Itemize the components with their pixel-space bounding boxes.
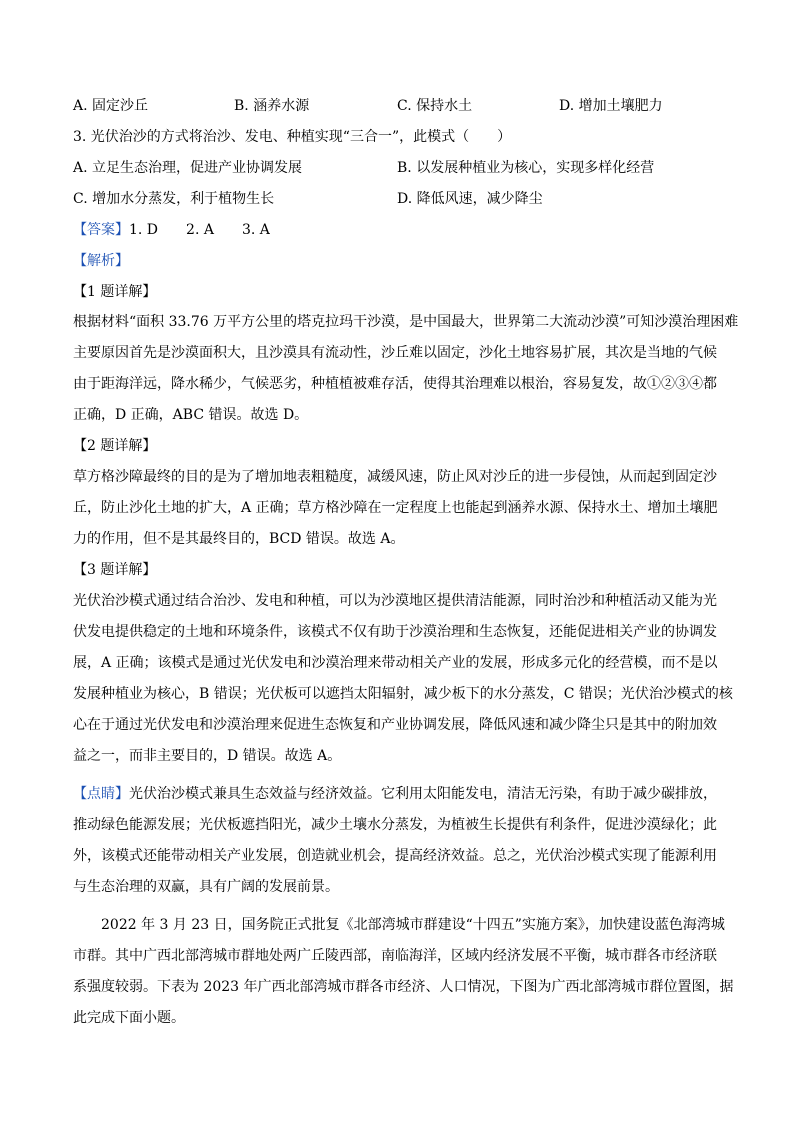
detail2-tag: 【2 题详解】 [73,438,157,454]
detail2-line: 丘，防止沙化土地的扩大，A 正确；草方格沙障在一定程度上也能起到涵养水源、保持水土、增加土壤肥 [73,500,718,516]
answer-tag: 【答案】 [73,222,129,238]
detail3-line: 伏发电提供稳定的土地和环境条件，该模式不仅有助于沙漠治理和生态恢复，还能促进相关产业的协调发 [73,624,717,640]
comment-line: 推动绿色能源发展；光伏板遮挡阳光，减少土壤水分蒸发，为植被生长提供有利条件，促进沙漠绿化；此 [73,817,717,833]
q2-option-a: A. 固定沙丘 [73,98,149,114]
q3-stem: 3. 光伏治沙的方式将治沙、发电、种植实现“三合一”，此模式（ ） [73,129,512,145]
comment-tag: 【点睛】 [73,786,129,802]
detail3-line: 展，A 正确；该模式是通过光伏发电和沙漠治理来带动相关产业的发展，形成多元化的经营模，而不是以 [73,655,718,671]
q3-option-a: A. 立足生态治理，促进产业协调发展 [73,160,303,176]
detail3-line: 光伏治沙模式通过结合治沙、发电和种植，可以为沙漠地区提供清洁能源，同时治沙和种植活动又能为光 [73,593,717,609]
detail2-line: 草方格沙障最终的目的是为了增加地表粗糙度，减缓风速，防止风对沙丘的进一步侵蚀，从而起到固定沙 [73,469,717,485]
detail3-line: 发展种植业为核心，B 错误；光伏板可以遮挡太阳辐射，减少板下的水分蒸发，C 错误；光伏治沙模式的核 [73,686,733,702]
detail1-tag: 【1 题详解】 [73,284,157,300]
detail1-line: 主要原因首先是沙漠面积大，且沙漠具有流动性，沙丘难以固定，沙化土地容易扩展，其次是当地的气候 [73,345,717,361]
material-line: 市群。其中广西北部湾城市群地处两广丘陵西部，南临海洋，区域内经济发展不平衡，城市群各市经济联 [73,948,717,964]
detail1-line: 根据材料“面积 33.76 万平方公里的塔克拉玛干沙漠，是中国最大，世界第二大流动沙漠”可知沙漠治理困难 [73,314,739,330]
q3-option-d: D. 降低风速，减少降尘 [397,191,543,207]
detail1-line: 正确，D 正确，ABC 错误。故选 D。 [73,407,309,423]
detail1-line: 由于距海洋远，降水稀少，气候恶劣，种植植被难存活，使得其治理难以根治，容易复发，故①②③④都 [73,376,717,392]
comment-line: 与生态治理的双赢，具有广阔的发展前景。 [73,879,339,895]
q3-option-b: B. 以发展种植业为核心，实现多样化经营 [397,160,655,176]
material-line: 2022 年 3 月 23 日，国务院正式批复《北部湾城市群建设“十四五”实施方案》，加快建设蓝色海湾城 [73,917,725,933]
q2-option-d: D. 增加土壤肥力 [559,98,663,114]
answer-line [73,220,270,240]
detail3-line: 益之一，而非主要目的，D 错误。故选 A。 [73,748,342,764]
comment-text: 光伏治沙模式兼具生态效益与经济效益。它利用太阳能发电，清洁无污染，有助于减少碳排放， [129,786,717,802]
comment-line: 外，该模式还能带动相关产业发展，创造就业机会，提高经济效益。总之，光伏治沙模式实现了能源利用 [73,848,717,864]
detail2-line: 力的作用，但不是其最终目的，BCD 错误。故选 A。 [73,531,405,547]
q2-option-c: C. 保持水土 [397,98,473,114]
comment-first-line [73,784,717,804]
answer-text: 1. D 2. A 3. A [129,222,270,238]
detail3-line: 心在于通过光伏发电和沙漠治理来促进生态恢复和产业协调发展，降低风速和减少降尘只是其中的附加效 [73,717,717,733]
q2-option-b: B. 涵养水源 [234,98,310,114]
q3-option-c: C. 增加水分蒸发，利于植物生长 [73,191,275,207]
detail3-tag: 【3 题详解】 [73,562,157,578]
analysis-tag: 【解析】 [73,253,129,269]
material-line: 系强度较弱。下表为 2023 年广西北部湾城市群各市经济、人口情况，下图为广西北部湾城市群位置图，据 [73,979,734,995]
material-line: 此完成下面小题。 [73,1010,185,1026]
